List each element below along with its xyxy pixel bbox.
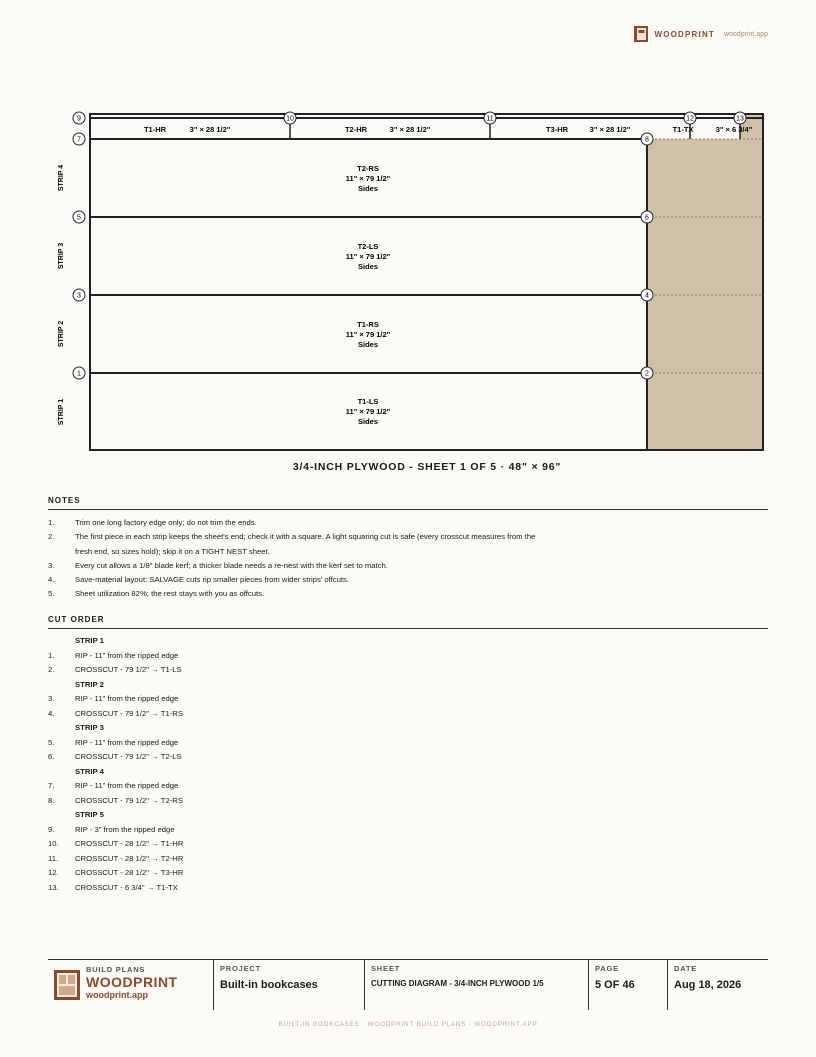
piece-desc: Sides [357,340,379,349]
top-piece-size: 3" × 28 1/2" [189,125,231,134]
list-item: 5. Sheet utilization 82%; the rest stays with you as offcuts. [48,589,265,599]
cut-marker [641,133,653,145]
list-item: 10. CROSSCUT - 28 1/2" → T1-HR [48,839,184,848]
footer-date [668,960,768,1010]
strip-heading: STRIP 3 [75,723,104,732]
cut-marker [641,367,653,379]
cut-marker [73,133,85,145]
piece-size: 11" × 79 1/2" [345,174,391,183]
footer-brand-url[interactable]: woodprint.app [86,990,148,1000]
svg-text:1: 1 [77,370,81,378]
piece-size: 11" × 79 1/2" [345,330,391,339]
bookcase-logo-icon [54,970,80,1000]
cut-marker [73,211,85,223]
cut-marker [484,112,496,124]
diagram-caption: 3/4-INCH PLYWOOD - SHEET 1 OF 5 · 48" × 96" [292,461,562,473]
strip-label: STRIP 2 [58,320,65,348]
strip-heading: STRIP 4 [75,766,104,776]
svg-text:12: 12 [686,115,694,123]
project-value: Built-in bookcases [220,979,318,991]
offcut-region [645,136,763,450]
top-piece-size: 3" × 28 1/2" [389,125,431,134]
list-item: 11. CROSSCUT - 28 1/2" → T2-HR [48,853,184,863]
strip-heading: STRIP 5 [75,810,104,819]
list-item: 12. CROSSCUT - 28 1/2" → T3-HR [48,868,184,877]
strip-label: STRIP 3 [58,242,65,270]
strip-heading: STRIP 2 [75,679,104,689]
list-item: 4. Save-material layout: SALVAGE cuts rip smaller pieces from wider strips' offcuts. [48,575,350,585]
cut-marker [734,112,746,124]
piece-size: 11" × 79 1/2" [345,407,391,416]
top-piece-code: T1-TX [672,125,694,134]
footer-brand-name: WOODPRINT [86,974,178,990]
list-item: 2. The first piece in each strip keeps the sheet's end; check it with a square. A light squaring cut is safe (every crosscut measures from the fresh end, so sizes hold); skip it on a TIGHT NEST sheet. [48,532,536,556]
list-item: 7. RIP - 11" from the ripped edge [48,781,179,790]
notes-title: NOTES [48,496,768,510]
list-item: 6. CROSSCUT - 79 1/2" → T2-LS [48,752,182,761]
list-item: 3. Every cut allows a 1/8" blade kerf; a thicker blade needs a re-nest with the kerf set to match. [48,560,388,570]
brand-url[interactable]: woodprint.app [724,30,768,38]
svg-text:10: 10 [286,115,294,123]
footer-page [589,960,668,1010]
strip-label: STRIP 4 [58,164,65,192]
svg-text:3: 3 [77,292,81,300]
page-value: 5 OF 46 [595,979,635,991]
svg-text:11: 11 [486,115,494,123]
page-label: PAGE [595,964,619,973]
project-label: PROJECT [220,964,262,973]
list-item: 5. RIP - 11" from the ripped edge [48,737,179,747]
svg-text:4: 4 [645,292,649,300]
piece-code: T1-RS [357,320,379,329]
sheet-label: SHEET [371,964,401,973]
svg-text:7: 7 [77,136,81,144]
cut-marker [73,112,85,124]
piece-desc: Sides [357,262,379,271]
piece-code: T1-LS [357,397,379,406]
svg-text:9: 9 [77,115,81,123]
top-piece-code: T2-HR [344,125,368,134]
cut-marker [641,289,653,301]
piece-size: 11" × 79 1/2" [345,252,391,261]
cut-marker [73,367,85,379]
cutting-diagram [0,0,816,480]
top-piece-size: 3" × 6 3/4" [715,125,753,134]
brand-name: WOODPRINT [654,29,716,39]
list-item: 13. CROSSCUT - 6 3/4" → T1-TX [48,882,178,892]
date-label: DATE [674,964,698,973]
footer-tagline: BUILT-IN BOOKCASES · WOODPRINT BUILD PLANS · WOODPRINT.APP [278,1021,538,1028]
footer-brand [48,960,214,1010]
piece-desc: Sides [357,417,379,426]
footer [48,959,768,1009]
svg-text:2: 2 [645,370,649,378]
date-value: Aug 18, 2026 [674,979,742,991]
footer-sheet [365,960,589,1010]
list-item: 3. RIP - 11" from the ripped edge [48,694,179,703]
top-piece-code: T1-HR [143,125,167,134]
list-item: 1. Trim one long factory edge only; do not trim the ends. [48,518,257,527]
cut-marker [284,112,296,124]
top-piece-code: T3-HR [545,125,569,134]
footer-project [214,960,365,1010]
piece-code: T2-LS [357,242,379,251]
cut-marker [73,289,85,301]
top-piece-size: 3" × 28 1/2" [589,125,631,134]
svg-text:6: 6 [645,214,649,222]
list-item: 4. CROSSCUT - 79 1/2" → T1-RS [48,708,183,718]
list-item: 2. CROSSCUT - 79 1/2" → T1-LS [48,665,182,674]
list-item: 9. RIP - 3" from the ripped edge [48,824,175,834]
list-item: 8. CROSSCUT - 79 1/2" → T2-RS [48,795,183,805]
cut-marker [684,112,696,124]
cut-marker [641,211,653,223]
svg-text:5: 5 [77,214,81,222]
sheet-value: CUTTING DIAGRAM - 3/4-INCH PLYWOOD 1/5 [371,979,544,988]
svg-text:13: 13 [736,115,744,123]
strip-heading: STRIP 1 [75,636,104,645]
piece-code: T2-RS [357,164,379,173]
list-item: 1. RIP - 11" from the ripped edge [48,650,179,660]
notes-list [48,516,548,602]
piece-desc: Sides [357,184,379,193]
cut-order-title: CUT ORDER [48,615,768,629]
svg-text:8: 8 [645,136,649,144]
cut-order-list [48,634,548,895]
strip-label: STRIP 1 [58,398,65,426]
build-plans-label: BUILD PLANS [86,965,146,974]
